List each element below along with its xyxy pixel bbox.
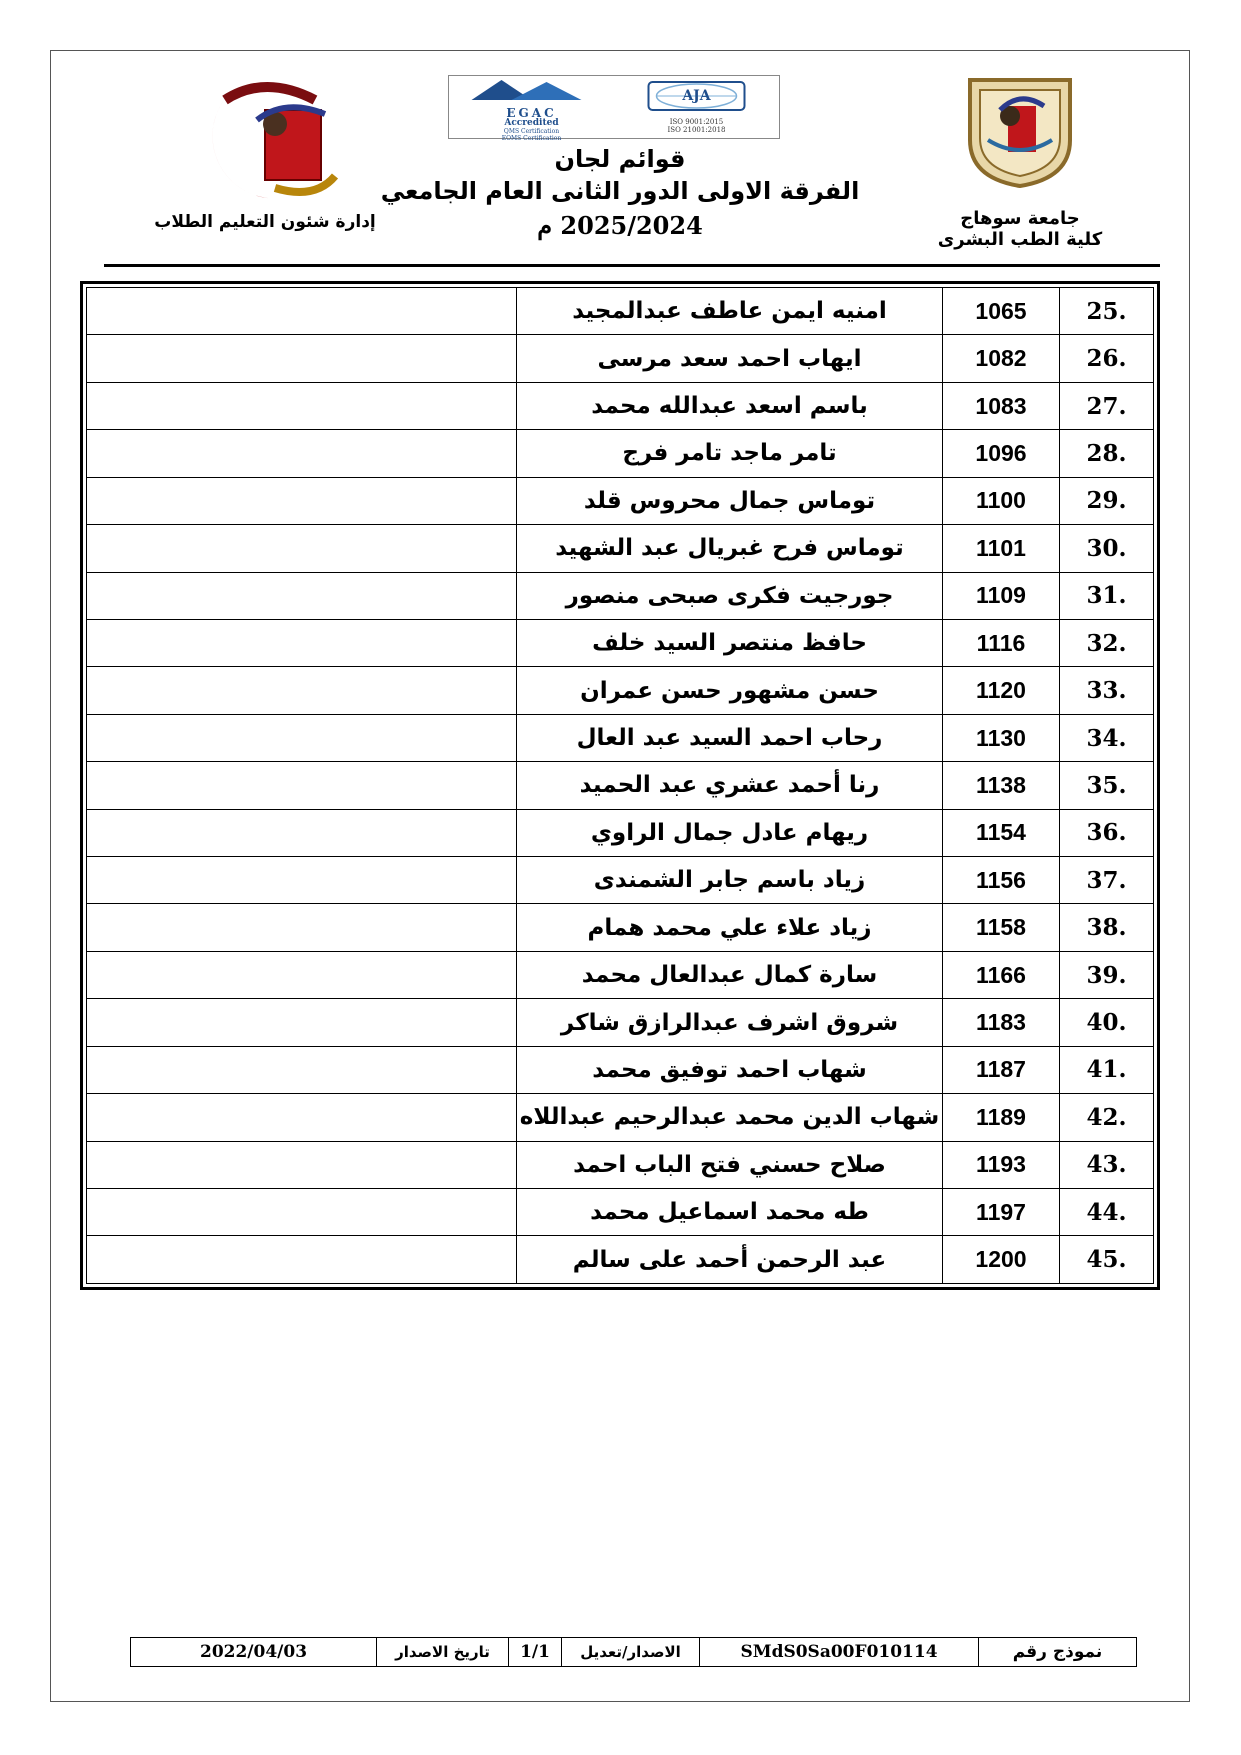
form-number: SMdS0Sa00F010114 <box>699 1638 978 1666</box>
student-name: تامر ماجد تامر فرج <box>517 430 943 477</box>
table-row <box>87 762 1154 809</box>
notes-cell <box>87 1046 517 1093</box>
table-row <box>87 1236 1154 1284</box>
row-serial: .45 <box>1060 1236 1154 1284</box>
student-code: 1200 <box>943 1236 1060 1284</box>
issue-date-label: تاريخ الاصدار <box>376 1638 508 1666</box>
student-name: توماس فرح غبريال عبد الشهيد <box>517 525 943 572</box>
page-header <box>50 50 1190 270</box>
table-row <box>87 619 1154 666</box>
issue-date: 2022/04/03 <box>199 1642 308 1662</box>
row-serial: .36 <box>1060 809 1154 856</box>
table-row <box>87 714 1154 761</box>
student-code: 1083 <box>943 382 1060 429</box>
notes-cell <box>87 572 517 619</box>
notes-cell <box>87 809 517 856</box>
notes-cell <box>87 619 517 666</box>
student-name: رحاب احمد السيد عبد العال <box>517 714 943 761</box>
notes-cell <box>87 335 517 382</box>
row-serial: .33 <box>1060 667 1154 714</box>
student-code: 1156 <box>943 857 1060 904</box>
roster-body <box>87 288 1154 1284</box>
notes-cell <box>87 667 517 714</box>
notes-cell <box>87 999 517 1046</box>
row-serial: .40 <box>1060 999 1154 1046</box>
table-row <box>87 288 1154 335</box>
student-code: 1096 <box>943 430 1060 477</box>
student-code: 1116 <box>943 619 1060 666</box>
student-code: 1187 <box>943 1046 1060 1093</box>
table-row <box>87 999 1154 1046</box>
row-serial: .37 <box>1060 857 1154 904</box>
notes-cell <box>87 525 517 572</box>
row-serial: .35 <box>1060 762 1154 809</box>
notes-cell <box>87 762 517 809</box>
row-serial: .25 <box>1060 288 1154 335</box>
notes-cell <box>87 382 517 429</box>
row-serial: .41 <box>1060 1046 1154 1093</box>
student-name: زياد باسم جابر الشمندى <box>517 857 943 904</box>
table-row <box>87 904 1154 951</box>
row-serial: .34 <box>1060 714 1154 761</box>
row-serial: .30 <box>1060 525 1154 572</box>
student-code: 1109 <box>943 572 1060 619</box>
student-name: ريهام عادل جمال الراوي <box>517 809 943 856</box>
student-code: 1130 <box>943 714 1060 761</box>
department-name: إدارة شئون التعليم الطلاب <box>154 212 376 232</box>
row-serial: .39 <box>1060 951 1154 998</box>
university-name: جامعة سوهاج <box>960 208 1080 229</box>
table-row <box>87 857 1154 904</box>
notes-cell <box>87 857 517 904</box>
notes-cell <box>87 951 517 998</box>
egac-badge: EGAC Accredited QMS Certification EOMS Certification <box>449 76 614 138</box>
certification-badges <box>448 75 780 142</box>
student-name: امنيه ايمن عاطف عبدالمجيد <box>517 288 943 335</box>
form-number-label: نموذج رقم <box>978 1638 1136 1666</box>
row-serial: .42 <box>1060 1094 1154 1141</box>
row-serial: .31 <box>1060 572 1154 619</box>
student-code: 1065 <box>943 288 1060 335</box>
table-row <box>87 477 1154 524</box>
student-code: 1082 <box>943 335 1060 382</box>
table-row <box>87 1189 1154 1236</box>
student-name: شروق اشرف عبدالرازق شاكر <box>517 999 943 1046</box>
student-code: 1158 <box>943 904 1060 951</box>
student-code: 1166 <box>943 951 1060 998</box>
student-code: 1101 <box>943 525 1060 572</box>
table-row <box>87 335 1154 382</box>
student-code: 1197 <box>943 1189 1060 1236</box>
revision-label: الاصدار/تعديل <box>561 1638 699 1666</box>
table-row <box>87 1094 1154 1141</box>
university-block <box>920 70 1120 250</box>
form-footer <box>130 1637 1137 1667</box>
student-code: 1100 <box>943 477 1060 524</box>
table-row <box>87 572 1154 619</box>
student-name: حافظ منتصر السيد خلف <box>517 619 943 666</box>
student-code: 1183 <box>943 999 1060 1046</box>
table-row <box>87 951 1154 998</box>
student-name: شهاب الدين محمد عبدالرحيم عبداللاه <box>517 1094 943 1141</box>
student-code: 1138 <box>943 762 1060 809</box>
student-name: صلاح حسني فتح الباب احمد <box>517 1141 943 1188</box>
student-code: 1154 <box>943 809 1060 856</box>
document-title: قوائم لجان <box>554 145 686 173</box>
student-name: عبد الرحمن أحمد على سالم <box>517 1236 943 1284</box>
committee-roster-table <box>80 281 1160 1290</box>
student-name: رنا أحمد عشري عبد الحميد <box>517 762 943 809</box>
student-name: سارة كمال عبدالعال محمد <box>517 951 943 998</box>
table-row <box>87 382 1154 429</box>
table-row <box>87 430 1154 477</box>
student-code: 1120 <box>943 667 1060 714</box>
row-serial: .38 <box>1060 904 1154 951</box>
row-serial: .43 <box>1060 1141 1154 1188</box>
student-name: حسن مشهور حسن عمران <box>517 667 943 714</box>
student-name: ايهاب احمد سعد مرسى <box>517 335 943 382</box>
notes-cell <box>87 714 517 761</box>
revision-value: 1/1 <box>508 1638 561 1666</box>
notes-cell <box>87 1094 517 1141</box>
faculty-logo-icon <box>165 80 365 200</box>
document-subtitle: الفرقة الاولى الدور الثانى العام الجامعي <box>380 177 860 205</box>
notes-cell <box>87 477 517 524</box>
student-name: شهاب احمد توفيق محمد <box>517 1046 943 1093</box>
notes-cell <box>87 904 517 951</box>
student-name: جورجيت فكرى صبحى منصور <box>517 572 943 619</box>
row-serial: .29 <box>1060 477 1154 524</box>
student-name: توماس جمال محروس قلد <box>517 477 943 524</box>
notes-cell <box>87 288 517 335</box>
notes-cell <box>87 1236 517 1284</box>
notes-cell <box>87 430 517 477</box>
table-row <box>87 525 1154 572</box>
student-name: زياد علاء علي محمد همام <box>517 904 943 951</box>
row-serial: .27 <box>1060 382 1154 429</box>
row-serial: .28 <box>1060 430 1154 477</box>
table-row <box>87 809 1154 856</box>
table-row <box>87 667 1154 714</box>
document-title-block <box>360 145 880 240</box>
student-code: 1193 <box>943 1141 1060 1188</box>
table-row <box>87 1046 1154 1093</box>
student-name: باسم اسعد عبدالله محمد <box>517 382 943 429</box>
row-serial: .26 <box>1060 335 1154 382</box>
egac-mark-icon <box>449 76 614 102</box>
academic-year: 2025/2024 م <box>537 211 703 240</box>
row-serial: .32 <box>1060 619 1154 666</box>
table-row <box>87 1141 1154 1188</box>
faculty-name: كلية الطب البشرى <box>937 229 1103 250</box>
notes-cell <box>87 1189 517 1236</box>
student-name: طه محمد اسماعيل محمد <box>517 1189 943 1236</box>
row-serial: .44 <box>1060 1189 1154 1236</box>
aja-badge: AJA ISO 9001:2015 ISO 21001:2018 <box>614 76 779 138</box>
notes-cell <box>87 1141 517 1188</box>
university-seal-icon <box>960 70 1080 190</box>
header-divider <box>104 264 1160 267</box>
student-code: 1189 <box>943 1094 1060 1141</box>
